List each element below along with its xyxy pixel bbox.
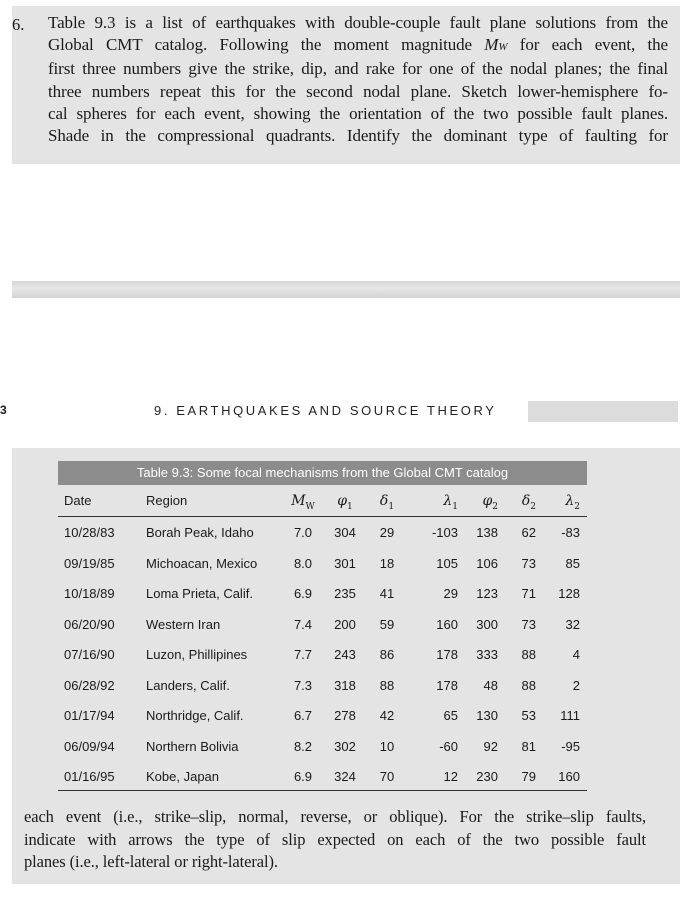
question-block <box>12 6 680 164</box>
header-region: Region <box>146 493 188 508</box>
header-rule <box>528 401 678 422</box>
question-text <box>48 12 668 147</box>
cell-d1: 88 <box>379 677 395 693</box>
table-row <box>58 640 587 670</box>
cell-s1: 302 <box>334 738 356 754</box>
cell-s2: 106 <box>476 555 498 571</box>
cell-region: Luzon, Phillipines <box>146 647 248 662</box>
cell-region: Loma Prieta, Calif. <box>146 586 253 601</box>
cell-mw: 8.0 <box>293 555 313 571</box>
cell-date: 07/16/90 <box>64 647 115 662</box>
continuation-line: indicate with arrows the type of slip expected on each of the two possible fault <box>24 829 646 849</box>
question-line: Table 9.3 is a list of earthquakes with double-couple fault plane solutions from the <box>48 13 668 32</box>
cell-s1: 301 <box>334 555 356 571</box>
cell-d2: 62 <box>521 525 536 540</box>
cell-s2: 130 <box>476 708 498 723</box>
cell-r2: 85 <box>565 555 580 571</box>
table-header-row <box>58 486 587 517</box>
cell-s1: 200 <box>334 616 356 632</box>
cell-s1: 278 <box>334 708 356 723</box>
cell-r2: 32 <box>565 616 580 632</box>
cell-s2: 300 <box>476 616 498 632</box>
cell-r2: 160 <box>558 769 580 784</box>
page-divider <box>12 281 680 298</box>
cell-date: 06/20/90 <box>64 616 115 632</box>
question-number: 6. <box>12 15 25 34</box>
cell-date: 06/09/94 <box>64 738 115 754</box>
cell-d1: 86 <box>379 647 395 662</box>
cell-d2: 73 <box>521 616 536 632</box>
cell-d1: 18 <box>379 555 395 571</box>
table-row <box>58 671 587 701</box>
mw-subscript: W <box>498 41 508 54</box>
page-number: 3 <box>0 403 7 417</box>
question-line: cal spheres for each event, showing the orientation of the two possible fault planes. <box>48 103 668 123</box>
cell-region: Western Iran <box>146 616 221 632</box>
cell-d2: 88 <box>521 647 536 662</box>
table-row <box>58 579 587 609</box>
header-strike2: $\varphi_2$ <box>482 493 498 512</box>
cell-region: Borah Peak, Idaho <box>146 525 254 540</box>
cell-s1: 324 <box>334 769 356 784</box>
cell-mw: 8.2 <box>293 738 313 754</box>
cell-date: 09/19/85 <box>64 555 115 571</box>
cell-r1: 160 <box>436 616 458 632</box>
cell-s2: 123 <box>476 586 498 601</box>
cell-s2: 333 <box>476 647 498 662</box>
table-row <box>58 610 587 640</box>
question-line: three numbers repeat this for the second nodal plane. Sketch lower-hemisphere fo- <box>48 81 668 101</box>
cell-d1: 10 <box>379 738 395 754</box>
cell-d2: 81 <box>521 738 536 754</box>
cell-s2: 92 <box>483 738 498 754</box>
cell-d2: 88 <box>521 677 536 693</box>
cell-mw: 6.9 <box>293 586 313 601</box>
header-date: Date <box>64 493 92 508</box>
cell-r2: -95 <box>561 738 580 754</box>
question-line: Shade in the compressional quadrants. Identify the dominant type of faulting for <box>48 126 668 146</box>
cell-r2: -83 <box>561 525 580 540</box>
cell-d1: 59 <box>379 616 395 632</box>
cell-s2: 138 <box>476 525 498 540</box>
cell-r1: 65 <box>443 708 458 723</box>
cell-d2: 71 <box>521 586 536 601</box>
cell-mw: 7.0 <box>293 525 313 540</box>
running-header: 9. EARTHQUAKES AND SOURCE THEORY <box>154 403 497 418</box>
cell-mw: 7.7 <box>293 647 313 662</box>
cell-d1: 41 <box>379 586 395 601</box>
cell-s1: 318 <box>334 677 356 693</box>
question-line-part: for each event, the <box>507 35 668 55</box>
table-row <box>58 549 587 579</box>
cell-d1: 70 <box>379 769 395 784</box>
cell-region: Michoacan, Mexico <box>146 555 258 571</box>
cell-region: Landers, Calif. <box>146 677 230 693</box>
continuation-line: each event (i.e., strike–slip, normal, reverse, or oblique). For the strike–slip faults, <box>24 807 646 826</box>
table-row <box>58 701 587 731</box>
cell-r1: 12 <box>443 769 458 784</box>
cell-region: Northern Bolivia <box>146 738 239 754</box>
table-row <box>58 732 587 762</box>
cell-mw: 6.7 <box>293 708 313 723</box>
cell-region: Northridge, Calif. <box>146 708 244 723</box>
cell-s1: 304 <box>334 525 356 540</box>
cell-r2: 111 <box>560 708 580 723</box>
table-row <box>58 762 587 792</box>
header-dip1: $\delta_1$ <box>379 493 395 512</box>
cell-d2: 79 <box>521 769 536 784</box>
question-line <box>48 34 668 58</box>
cell-s2: 230 <box>476 769 498 784</box>
cell-r1: 105 <box>436 555 458 571</box>
cell-r2: 128 <box>558 586 580 601</box>
cell-r1: -103 <box>431 525 458 540</box>
mw-symbol: M <box>484 35 499 55</box>
cell-s1: 243 <box>334 647 356 662</box>
cell-mw: 6.9 <box>293 769 313 784</box>
cell-date: 06/28/92 <box>64 677 115 693</box>
cell-r1: 178 <box>436 647 458 662</box>
question-line-part: Global CMT catalog. Following the moment magnitude <box>48 35 485 55</box>
cell-r2: 4 <box>572 647 580 662</box>
cell-date: 01/16/95 <box>64 769 115 784</box>
cell-r2: 2 <box>572 677 580 693</box>
cell-r1: 178 <box>436 677 458 693</box>
cell-d1: 29 <box>379 525 395 540</box>
cell-date: 10/18/89 <box>64 586 115 601</box>
continuation-line: planes (i.e., left-lateral or right-lateral). <box>24 852 278 871</box>
cell-d2: 73 <box>521 555 536 571</box>
cell-date: 10/28/83 <box>64 525 115 540</box>
cell-mw: 7.3 <box>293 677 313 693</box>
table-row <box>58 518 587 548</box>
cell-mw: 7.4 <box>293 616 313 632</box>
cell-s2: 48 <box>483 677 498 693</box>
cell-r1: 29 <box>443 586 458 601</box>
table-caption: Table 9.3: Some focal mechanisms from the Global CMT catalog <box>58 461 587 485</box>
header-mw: $M_W$ <box>291 493 315 512</box>
continuation-text <box>24 806 646 874</box>
header-rake2: $\lambda_2$ <box>565 493 580 512</box>
cell-d2: 53 <box>521 708 536 723</box>
header-rake1: $\lambda_1$ <box>443 493 458 512</box>
cell-date: 01/17/94 <box>64 708 115 723</box>
cell-s1: 235 <box>334 586 356 601</box>
cell-d1: 42 <box>379 708 395 723</box>
cell-r1: -60 <box>439 738 458 754</box>
cell-region: Kobe, Japan <box>146 769 220 784</box>
header-strike1: $\varphi_1$ <box>337 493 353 512</box>
table-bottom-rule <box>58 790 587 791</box>
header-dip2: $\delta_2$ <box>521 493 536 512</box>
question-line: first three numbers give the strike, dip, and rake for one of the nodal planes; the final <box>48 59 668 79</box>
